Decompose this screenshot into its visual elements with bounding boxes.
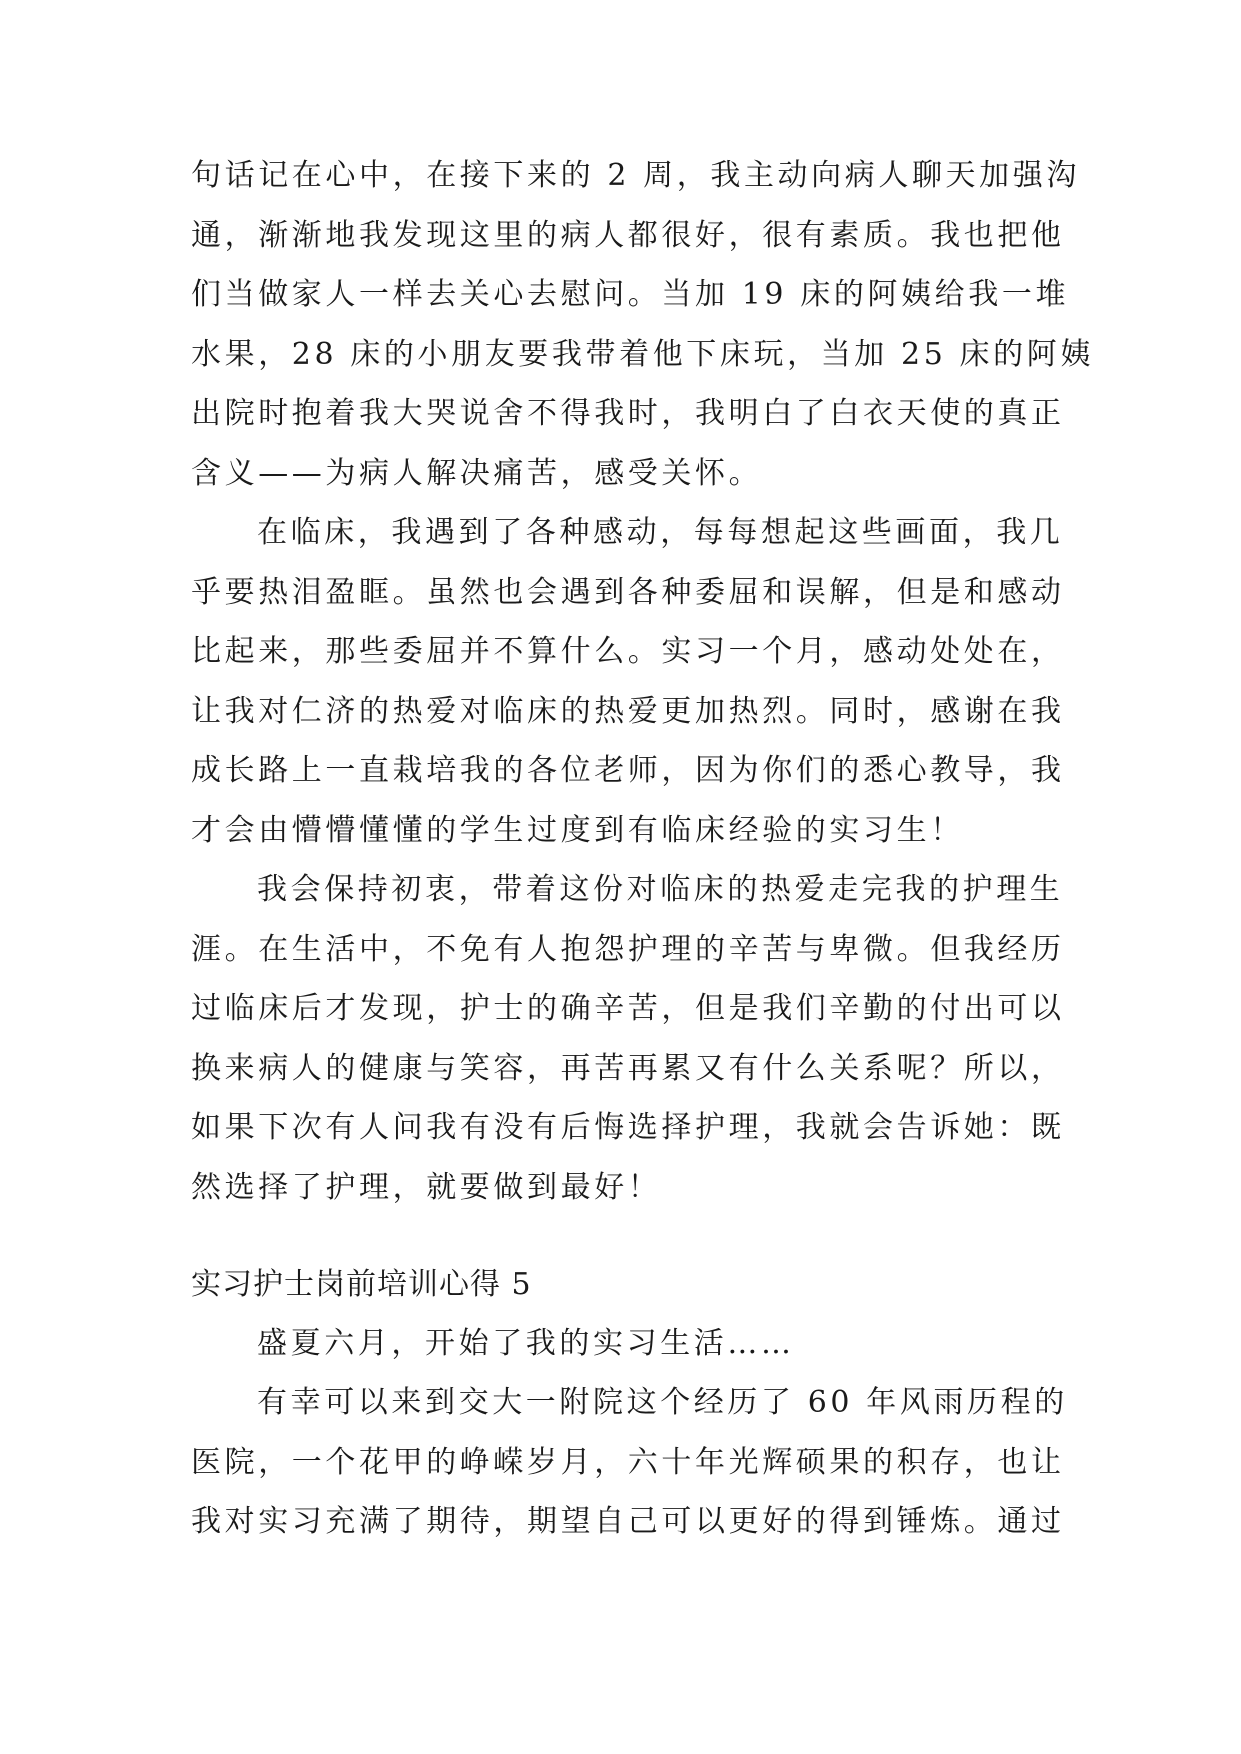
paragraph-line: 然选择了护理，就要做到最好！ [191,1169,662,1205]
paragraph-line: 换来病人的健康与笑容，再苦再累又有什么关系呢？所以， [191,1050,1065,1086]
paragraph-summer-intro [191,1314,1071,1374]
paragraph-line: 比起来，那些委屈并不算什么。实习一个月，感动处处在， [191,634,1065,669]
paragraph-line: 成长路上一直栽培我的各位老师，因为你们的悉心教导，我 [191,753,1065,788]
paragraph-continued [191,146,1094,503]
paragraph-line: 有幸可以来到交大一附院这个经历了 60 年风雨历程的 [257,1385,1068,1420]
paragraph-line: 句话记在心中，在接下来的 2 周，我主动向病人聊天加强沟 [191,158,1080,193]
paragraph-line: 乎要热泪盈眶。虽然也会遇到各种委屈和误解，但是和感动 [191,574,1065,610]
paragraph-line: 才会由懵懵懂懂的学生过度到有临床经验的实习生！ [191,812,964,848]
paragraph-line: 在临床，我遇到了各种感动，每每想起这些画面，我几 [257,515,1064,550]
paragraph-line: 出院时抱着我大哭说舍不得我时，我明白了白衣天使的真正 [191,396,1065,431]
paragraph-line: 我对实习充满了期待，期望自己可以更好的得到锤炼。通过 [191,1504,1065,1539]
paragraph-line: 含义——为病人解决痛苦，感受关怀。 [191,455,763,491]
paragraph-line: 盛夏六月，开始了我的实习生活…… [257,1326,795,1361]
paragraph-line: 我会保持初衷，带着这份对临床的热爱走完我的护理生 [257,872,1064,907]
paragraph-line: 如果下次有人问我有没有后悔选择护理，我就会告诉她：既 [191,1110,1065,1145]
paragraph-line: 让我对仁济的热爱对临床的热爱更加热烈。同时，感谢在我 [191,693,1065,729]
section-title: 实习护士岗前培训心得 5 [191,1267,532,1302]
paragraph-line: 水果，28 床的小朋友要我带着他下床玩，当加 25 床的阿姨 [191,336,1094,372]
paragraph-line: 们当做家人一样去关心去慰问。当加 19 床的阿姨给我一堆 [191,277,1070,312]
paragraph-line: 医院，一个花甲的峥嵘岁月，六十年光辉硕果的积存，也让 [191,1444,1065,1480]
paragraph-line: 涯。在生活中，不免有人抱怨护理的辛苦与卑微。但我经历 [191,931,1065,967]
paragraph-hospital-intro [191,1373,1071,1552]
paragraph-line: 过临床后才发现，护士的确辛苦，但是我们辛勤的付出可以 [191,991,1065,1026]
paragraph-line: 通，渐渐地我发现这里的病人都很好，很有素质。我也把他 [191,217,1065,253]
paragraph-nursing-career [191,860,1071,1217]
paragraph-clinical-moments [191,503,1071,860]
